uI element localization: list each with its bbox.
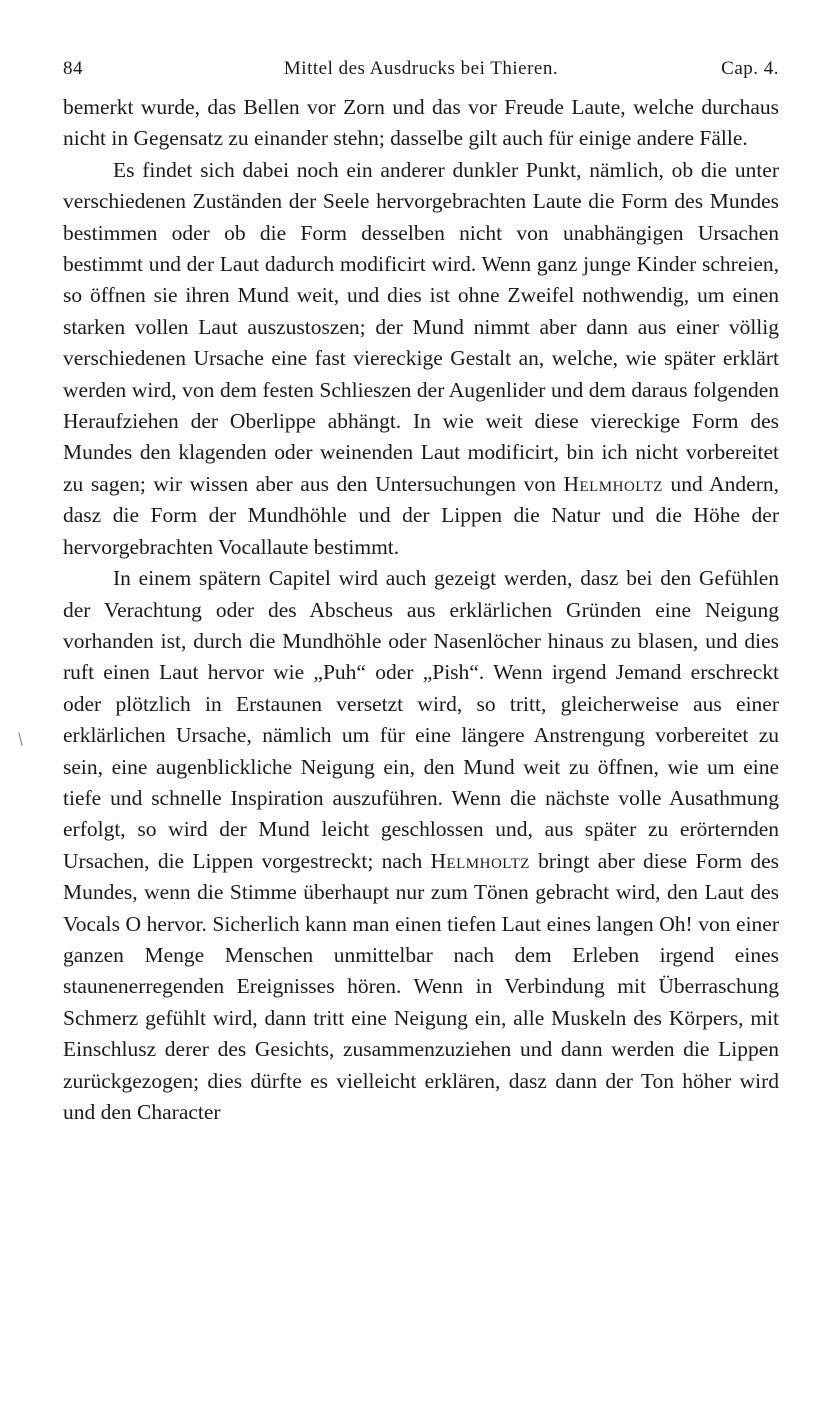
chapter-label: Cap. 4. bbox=[721, 58, 779, 79]
body-text bbox=[63, 92, 779, 1128]
text-run: und Andern, dasz die Form der Mundhöhle und der Lippen die Natur und die Höhe der hervorgebrachten Vocallaute bestimmt. bbox=[63, 471, 779, 559]
margin-mark bbox=[18, 732, 22, 746]
text-run: In einem spätern Capitel wird auch gezeigt werden, dasz bei den Gefühlen der Verachtung oder des Abscheus aus erklärlichen Gründen eine Neigung vorhanden ist, durch die Mundhöhle oder Nasenlöcher hinaus zu blasen, und dies ruft einen Laut hervor wie „Puh“ oder „Pish“. Wenn irgend Jemand erschreckt oder plötzlich in Erstaunen versetzt wird, so tritt, gleicherweise aus einer erklärlichen Ursache, nämlich um für eine längere Anstrengung vorbereitet zu sein, eine augenblickliche Neigung ein, den Mund weit zu öffnen, wie um eine tiefe und schnelle Inspiration auszuführen. Wenn die nächste volle Ausathmung erfolgt, so wird der Mund leicht geschlossen und, aus später zu erörternden Ursachen, die Lippen vorgestreckt; nach bbox=[63, 566, 779, 873]
author-name: Helmholtz bbox=[563, 471, 663, 496]
paragraph-3 bbox=[63, 563, 779, 1128]
book-page bbox=[63, 58, 779, 1128]
text-run: bringt aber diese Form des Mundes, wenn die Stimme überhaupt nur zum Tönen gebracht wird, den Laut des Vocals O hervor. Sicherlich kann man einen tiefen Laut eines langen Oh! von einer ganzen Menge Menschen unmittelbar nach dem Erleben irgend eines staunenerregenden Ereignisses hören. Wenn in Verbindung mit Überraschung Schmerz gefühlt wird, dann tritt eine Neigung ein, alle Muskeln des Körpers, mit Einschlusz derer des Gesichts, zusammenzuziehen und dann werden die Lippen zurückgezogen; dies dürfte es vielleicht erklären, dasz dann der Ton höher wird und den Character bbox=[63, 848, 779, 1124]
author-name: Helmholtz bbox=[430, 848, 530, 873]
running-title: Mittel des Ausdrucks bei Thieren. bbox=[283, 58, 559, 79]
running-header bbox=[63, 58, 779, 92]
paragraph-2 bbox=[63, 155, 779, 563]
text-run: Es findet sich dabei noch ein anderer dunkler Punkt, nämlich, ob die unter verschiedenen Zuständen der Seele hervorgebrachten Laute die Form des Mundes bestimmen oder ob die Form desselben nicht von unabhängigen Ursachen bestimmt und der Laut dadurch modificirt wird. Wenn ganz junge Kinder schreien, so öffnen sie ihren Mund weit, und dies ist ohne Zweifel nothwendig, um einen starken vollen Laut auszustoszen; der Mund nimmt aber dann aus einer völlig verschiedenen Ursache eine fast viereckige Gestalt an, welche, wie später erklärt werden wird, von dem festen Schlieszen der Augenlider und dem daraus folgenden Heraufziehen der Oberlippe abhängt. In wie weit diese viereckige Form des Mundes den klagenden oder weinenden Laut modificirt, bin ich nicht vorbereitet zu sagen; wir wissen aber aus den Untersuchungen von bbox=[63, 157, 779, 496]
paragraph-1 bbox=[63, 92, 779, 155]
page-number: 84 bbox=[63, 58, 83, 79]
text-run: bemerkt wurde, das Bellen vor Zorn und das vor Freude Laute, welche durchaus nicht in Gegensatz zu einander stehn; dasselbe gilt auch für einige andere Fälle. bbox=[63, 95, 779, 151]
